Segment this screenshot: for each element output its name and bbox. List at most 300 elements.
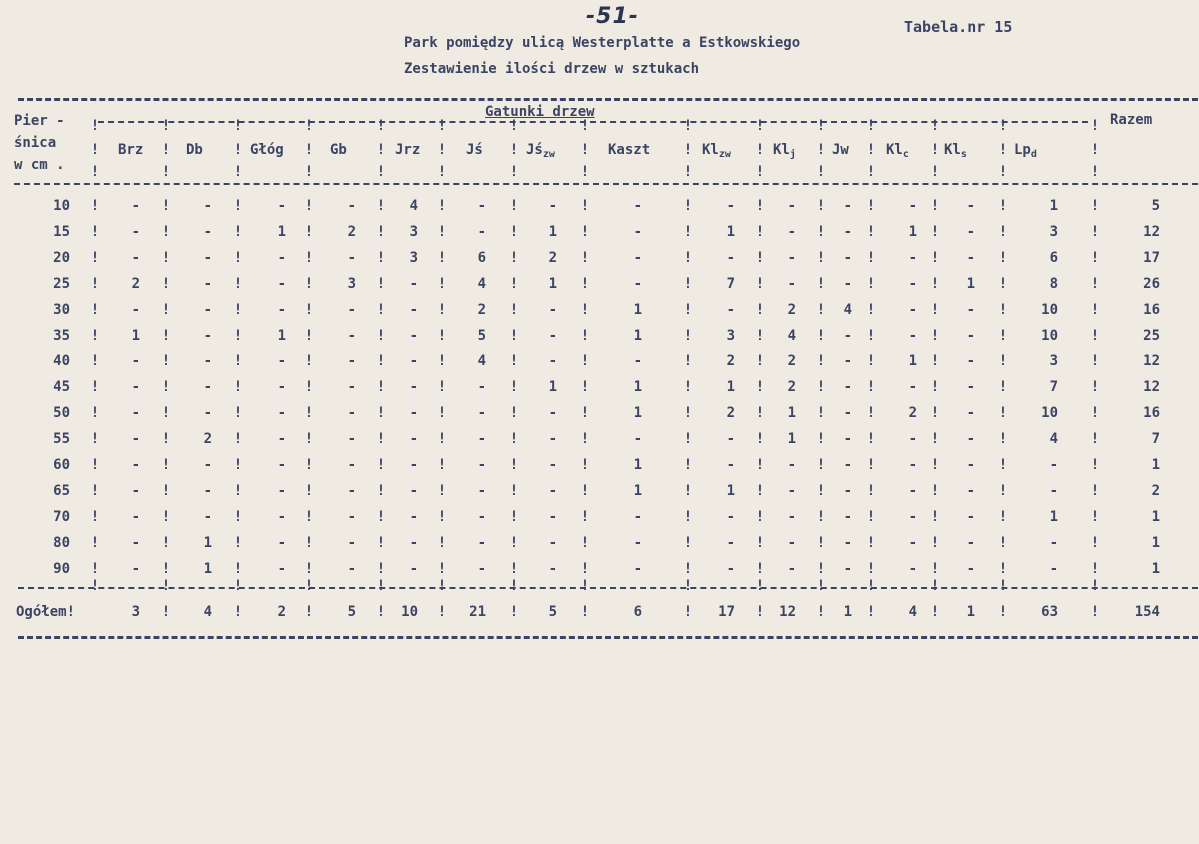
table-cell: - — [843, 457, 852, 473]
table-cell: - — [548, 198, 557, 214]
separator-mark: ! — [866, 353, 876, 369]
separator-mark: ! — [376, 561, 386, 577]
table-cell: 1 — [726, 224, 735, 240]
table-cell: - — [277, 198, 286, 214]
row-total-cell: 1 — [1151, 509, 1160, 525]
separator-mark: ! — [509, 224, 519, 240]
table-cell: - — [843, 405, 852, 421]
table-cell: 8 — [1049, 276, 1058, 292]
table-cell: - — [908, 328, 917, 344]
separator-mark: ! — [90, 379, 100, 395]
table-cell: - — [131, 431, 140, 447]
row-total-cell: 1 — [1151, 561, 1160, 577]
column-header-sub: zw — [542, 149, 555, 160]
title-line-2: Zestawienie ilości drzew w sztukach — [404, 61, 700, 77]
column-header — [250, 142, 284, 158]
separator-mark: ! — [930, 198, 940, 214]
diameter-cell: 15 — [53, 224, 70, 240]
separator-mark: ! — [376, 142, 386, 158]
table-cell: - — [726, 302, 735, 318]
separator-mark: ! — [90, 578, 100, 594]
separator-mark: ! — [90, 118, 100, 134]
table-cell: - — [908, 276, 917, 292]
separator-mark: ! — [509, 198, 519, 214]
table-cell: 2 — [131, 276, 140, 292]
table-cell: - — [633, 250, 642, 266]
table-cell: - — [347, 535, 356, 551]
table-cell: - — [726, 431, 735, 447]
separator-mark: ! — [1090, 276, 1100, 292]
separator-mark: ! — [437, 250, 447, 266]
header-total-label: Razem — [1110, 112, 1153, 128]
table-cell: - — [277, 250, 286, 266]
diameter-cell: 30 — [53, 302, 70, 318]
table-cell: 1 — [277, 328, 286, 344]
totals-label: Ogółem! — [16, 604, 76, 620]
separator-mark: ! — [755, 483, 765, 499]
separator-mark: ! — [509, 483, 519, 499]
separator-mark: ! — [930, 118, 940, 134]
table-number: Tabela.nr 15 — [904, 18, 1013, 36]
table-cell: - — [409, 431, 418, 447]
table-cell: 1 — [203, 535, 212, 551]
separator-mark: ! — [816, 405, 826, 421]
table-cell: 3 — [1049, 224, 1058, 240]
table-cell: 2 — [548, 250, 557, 266]
separator-mark: ! — [998, 457, 1008, 473]
row-total-cell: 16 — [1143, 405, 1160, 421]
separator-mark: ! — [755, 353, 765, 369]
separator-mark: ! — [580, 431, 590, 447]
separator-mark: ! — [509, 535, 519, 551]
separator-mark: ! — [437, 198, 447, 214]
header-sub-rule — [14, 183, 1198, 185]
table-cell: - — [548, 302, 557, 318]
separator-mark: ! — [930, 353, 940, 369]
separator-mark: ! — [1090, 509, 1100, 525]
separator-mark: ! — [437, 164, 447, 180]
column-header — [832, 142, 849, 158]
row-total-cell: 12 — [1143, 379, 1160, 395]
separator-mark: ! — [930, 276, 940, 292]
separator-mark: ! — [1090, 379, 1100, 395]
table-cell: - — [131, 224, 140, 240]
separator-mark: ! — [437, 457, 447, 473]
separator-mark: ! — [930, 302, 940, 318]
separator-mark: ! — [233, 198, 243, 214]
separator-mark: ! — [755, 118, 765, 134]
separator-mark: ! — [304, 302, 314, 318]
table-cell: 1 — [787, 431, 796, 447]
separator-mark: ! — [580, 353, 590, 369]
separator-mark: ! — [755, 164, 765, 180]
separator-mark: ! — [998, 405, 1008, 421]
table-cell: - — [409, 353, 418, 369]
separator-mark: ! — [580, 561, 590, 577]
table-cell: - — [477, 379, 486, 395]
table-cell: - — [726, 250, 735, 266]
separator-mark: ! — [866, 250, 876, 266]
separator-mark: ! — [304, 250, 314, 266]
table-cell: - — [203, 509, 212, 525]
diameter-cell: 80 — [53, 535, 70, 551]
table-cell: - — [966, 457, 975, 473]
separator-mark: ! — [304, 457, 314, 473]
column-header-main: Brz — [118, 142, 144, 158]
table-cell: 1 — [548, 224, 557, 240]
table-cell: 1 — [908, 224, 917, 240]
separator-mark: ! — [683, 198, 693, 214]
separator-mark: ! — [376, 604, 386, 620]
separator-mark: ! — [509, 405, 519, 421]
separator-mark: ! — [755, 276, 765, 292]
table-cell: - — [347, 250, 356, 266]
table-cell: 1 — [726, 379, 735, 395]
separator-mark: ! — [509, 431, 519, 447]
table-cell: - — [347, 483, 356, 499]
separator-mark: ! — [580, 405, 590, 421]
separator-mark: ! — [161, 328, 171, 344]
separator-mark: ! — [1090, 224, 1100, 240]
table-cell: - — [347, 431, 356, 447]
diameter-cell: 60 — [53, 457, 70, 473]
separator-mark: ! — [998, 224, 1008, 240]
separator-mark: ! — [998, 118, 1008, 134]
separator-mark: ! — [580, 578, 590, 594]
table-cell: 4 — [843, 302, 852, 318]
separator-mark: ! — [930, 604, 940, 620]
totals-cell: 4 — [908, 604, 917, 620]
separator-mark: ! — [1090, 142, 1100, 158]
table-cell: - — [787, 457, 796, 473]
separator-mark: ! — [304, 164, 314, 180]
diameter-cell: 55 — [53, 431, 70, 447]
table-cell: - — [277, 483, 286, 499]
separator-mark: ! — [816, 578, 826, 594]
table-cell: - — [1049, 457, 1058, 473]
separator-mark: ! — [1090, 405, 1100, 421]
table-cell: - — [548, 483, 557, 499]
totals-cell: 2 — [277, 604, 286, 620]
row-total-cell: 1 — [1151, 535, 1160, 551]
column-header-sub: d — [1030, 149, 1037, 160]
separator-mark: ! — [755, 431, 765, 447]
separator-mark: ! — [998, 276, 1008, 292]
separator-mark: ! — [580, 328, 590, 344]
totals-cell: 10 — [401, 604, 418, 620]
table-cell: 2 — [726, 405, 735, 421]
separator-mark: ! — [304, 198, 314, 214]
table-cell: - — [843, 561, 852, 577]
table-cell: - — [726, 457, 735, 473]
separator-mark: ! — [816, 379, 826, 395]
separator-mark: ! — [233, 353, 243, 369]
table-cell: - — [409, 328, 418, 344]
separator-mark: ! — [376, 328, 386, 344]
table-cell: - — [347, 561, 356, 577]
separator-mark: ! — [998, 483, 1008, 499]
table-cell: - — [787, 276, 796, 292]
separator-mark: ! — [866, 302, 876, 318]
title-line-1: Park pomiędzy ulicą Westerplatte a Estkowskiego — [404, 35, 801, 51]
separator-mark: ! — [90, 483, 100, 499]
table-cell: - — [203, 224, 212, 240]
table-cell: - — [908, 509, 917, 525]
species-group-label: Gatunki drzew — [485, 104, 595, 120]
table-cell: - — [633, 561, 642, 577]
table-cell: - — [908, 198, 917, 214]
column-header — [526, 142, 555, 163]
separator-mark: ! — [304, 535, 314, 551]
table-cell: - — [347, 302, 356, 318]
column-header — [118, 142, 143, 158]
table-cell: - — [633, 224, 642, 240]
table-cell: - — [908, 379, 917, 395]
table-cell: - — [131, 561, 140, 577]
separator-mark: ! — [161, 164, 171, 180]
separator-mark: ! — [233, 164, 243, 180]
separator-mark: ! — [437, 561, 447, 577]
separator-mark: ! — [580, 164, 590, 180]
table-cell: - — [966, 302, 975, 318]
separator-mark: ! — [437, 405, 447, 421]
separator-mark: ! — [90, 328, 100, 344]
separator-mark: ! — [816, 142, 826, 158]
table-cell: - — [966, 535, 975, 551]
separator-mark: ! — [437, 302, 447, 318]
table-cell: - — [409, 276, 418, 292]
separator-mark: ! — [866, 198, 876, 214]
separator-mark: ! — [1090, 561, 1100, 577]
separator-mark: ! — [233, 483, 243, 499]
table-cell: 1 — [633, 328, 642, 344]
separator-mark: ! — [233, 118, 243, 134]
table-cell: - — [277, 509, 286, 525]
column-header — [395, 142, 420, 158]
separator-mark: ! — [233, 302, 243, 318]
mid-rule-1 — [18, 587, 1198, 589]
table-cell: - — [1049, 483, 1058, 499]
separator-mark: ! — [304, 276, 314, 292]
separator-mark: ! — [998, 164, 1008, 180]
separator-mark: ! — [580, 142, 590, 158]
column-header — [330, 142, 347, 158]
grand-total-cell: 154 — [1134, 604, 1160, 620]
separator-mark: ! — [1090, 457, 1100, 473]
separator-mark: ! — [755, 198, 765, 214]
separator-mark: ! — [304, 142, 314, 158]
separator-mark: ! — [755, 509, 765, 525]
separator-mark: ! — [816, 164, 826, 180]
table-cell: - — [131, 302, 140, 318]
table-cell: - — [131, 457, 140, 473]
separator-mark: ! — [866, 405, 876, 421]
table-cell: - — [787, 509, 796, 525]
row-total-cell: 1 — [1151, 457, 1160, 473]
separator-mark: ! — [683, 250, 693, 266]
separator-mark: ! — [683, 431, 693, 447]
table-cell: - — [347, 379, 356, 395]
separator-mark: ! — [304, 379, 314, 395]
separator-mark: ! — [683, 164, 693, 180]
table-cell: 2 — [726, 353, 735, 369]
separator-mark: ! — [580, 250, 590, 266]
separator-mark: ! — [376, 379, 386, 395]
separator-mark: ! — [1090, 328, 1100, 344]
table-cell: 1 — [1049, 198, 1058, 214]
separator-mark: ! — [930, 509, 940, 525]
table-cell: - — [203, 198, 212, 214]
table-cell: - — [633, 198, 642, 214]
separator-mark: ! — [816, 224, 826, 240]
table-cell: - — [843, 328, 852, 344]
table-cell: - — [277, 405, 286, 421]
table-cell: 1 — [633, 302, 642, 318]
separator-mark: ! — [509, 142, 519, 158]
totals-cell: 4 — [203, 604, 212, 620]
separator-mark: ! — [161, 224, 171, 240]
separator-mark: ! — [233, 224, 243, 240]
table-cell: - — [477, 561, 486, 577]
separator-mark: ! — [90, 198, 100, 214]
table-cell: - — [277, 302, 286, 318]
separator-mark: ! — [1090, 483, 1100, 499]
separator-mark: ! — [683, 379, 693, 395]
table-cell: - — [908, 302, 917, 318]
separator-mark: ! — [304, 118, 314, 134]
separator-mark: ! — [998, 328, 1008, 344]
separator-mark: ! — [816, 561, 826, 577]
table-cell: 4 — [477, 353, 486, 369]
separator-mark: ! — [998, 353, 1008, 369]
table-cell: - — [409, 302, 418, 318]
table-cell: - — [131, 405, 140, 421]
separator-mark: ! — [580, 535, 590, 551]
table-cell: - — [347, 457, 356, 473]
separator-mark: ! — [161, 142, 171, 158]
totals-cell: 1 — [966, 604, 975, 620]
separator-mark: ! — [866, 142, 876, 158]
column-header-main: Kl — [944, 142, 961, 158]
table-cell: 3 — [1049, 353, 1058, 369]
separator-mark: ! — [233, 142, 243, 158]
table-cell: - — [477, 405, 486, 421]
table-cell: 2 — [908, 405, 917, 421]
totals-cell: 5 — [548, 604, 557, 620]
table-cell: - — [477, 457, 486, 473]
table-cell: 1 — [908, 353, 917, 369]
separator-mark: ! — [755, 250, 765, 266]
separator-mark: ! — [376, 509, 386, 525]
separator-mark: ! — [866, 578, 876, 594]
table-cell: - — [477, 198, 486, 214]
table-cell: - — [787, 535, 796, 551]
column-header — [773, 142, 796, 163]
separator-mark: ! — [304, 483, 314, 499]
separator-mark: ! — [755, 142, 765, 158]
table-cell: 1 — [633, 405, 642, 421]
totals-cell: 63 — [1041, 604, 1058, 620]
table-cell: - — [409, 405, 418, 421]
separator-mark: ! — [1090, 353, 1100, 369]
table-cell: 1 — [548, 276, 557, 292]
totals-cell: 3 — [131, 604, 140, 620]
separator-mark: ! — [930, 483, 940, 499]
table-cell: - — [843, 483, 852, 499]
separator-mark: ! — [304, 405, 314, 421]
table-cell: - — [908, 431, 917, 447]
separator-mark: ! — [509, 164, 519, 180]
table-cell: - — [843, 379, 852, 395]
separator-mark: ! — [930, 457, 940, 473]
separator-mark: ! — [866, 328, 876, 344]
diameter-cell: 45 — [53, 379, 70, 395]
separator-mark: ! — [161, 276, 171, 292]
table-cell: 2 — [477, 302, 486, 318]
table-cell: - — [843, 535, 852, 551]
table-cell: - — [409, 509, 418, 525]
separator-mark: ! — [866, 118, 876, 134]
separator-mark: ! — [816, 118, 826, 134]
separator-mark: ! — [998, 142, 1008, 158]
separator-mark: ! — [90, 164, 100, 180]
separator-mark: ! — [509, 604, 519, 620]
separator-mark: ! — [437, 379, 447, 395]
separator-mark: ! — [437, 578, 447, 594]
table-cell: - — [347, 328, 356, 344]
table-cell: - — [548, 457, 557, 473]
table-cell: - — [633, 353, 642, 369]
separator-mark: ! — [1090, 164, 1100, 180]
separator-mark: ! — [376, 483, 386, 499]
totals-cell: 17 — [718, 604, 735, 620]
table-cell: - — [277, 431, 286, 447]
separator-mark: ! — [816, 604, 826, 620]
table-cell: - — [409, 483, 418, 499]
diameter-cell: 50 — [53, 405, 70, 421]
separator-mark: ! — [683, 457, 693, 473]
row-total-cell: 5 — [1151, 198, 1160, 214]
separator-mark: ! — [1090, 604, 1100, 620]
separator-mark: ! — [304, 561, 314, 577]
table-cell: 1 — [966, 276, 975, 292]
table-cell: - — [726, 561, 735, 577]
table-cell: - — [347, 198, 356, 214]
separator-mark: ! — [683, 578, 693, 594]
separator-mark: ! — [683, 509, 693, 525]
separator-mark: ! — [509, 302, 519, 318]
separator-mark: ! — [580, 457, 590, 473]
table-cell: 7 — [1049, 379, 1058, 395]
table-cell: - — [477, 431, 486, 447]
table-cell: - — [843, 431, 852, 447]
separator-mark: ! — [437, 118, 447, 134]
table-cell: - — [277, 276, 286, 292]
separator-mark: ! — [930, 578, 940, 594]
table-cell: - — [548, 431, 557, 447]
separator-mark: ! — [161, 353, 171, 369]
separator-mark: ! — [161, 250, 171, 266]
separator-mark: ! — [437, 431, 447, 447]
totals-cell: 6 — [633, 604, 642, 620]
table-cell: - — [548, 405, 557, 421]
separator-mark: ! — [233, 431, 243, 447]
separator-mark: ! — [376, 164, 386, 180]
separator-mark: ! — [233, 561, 243, 577]
separator-mark: ! — [509, 353, 519, 369]
separator-mark: ! — [437, 604, 447, 620]
table-cell: - — [548, 509, 557, 525]
